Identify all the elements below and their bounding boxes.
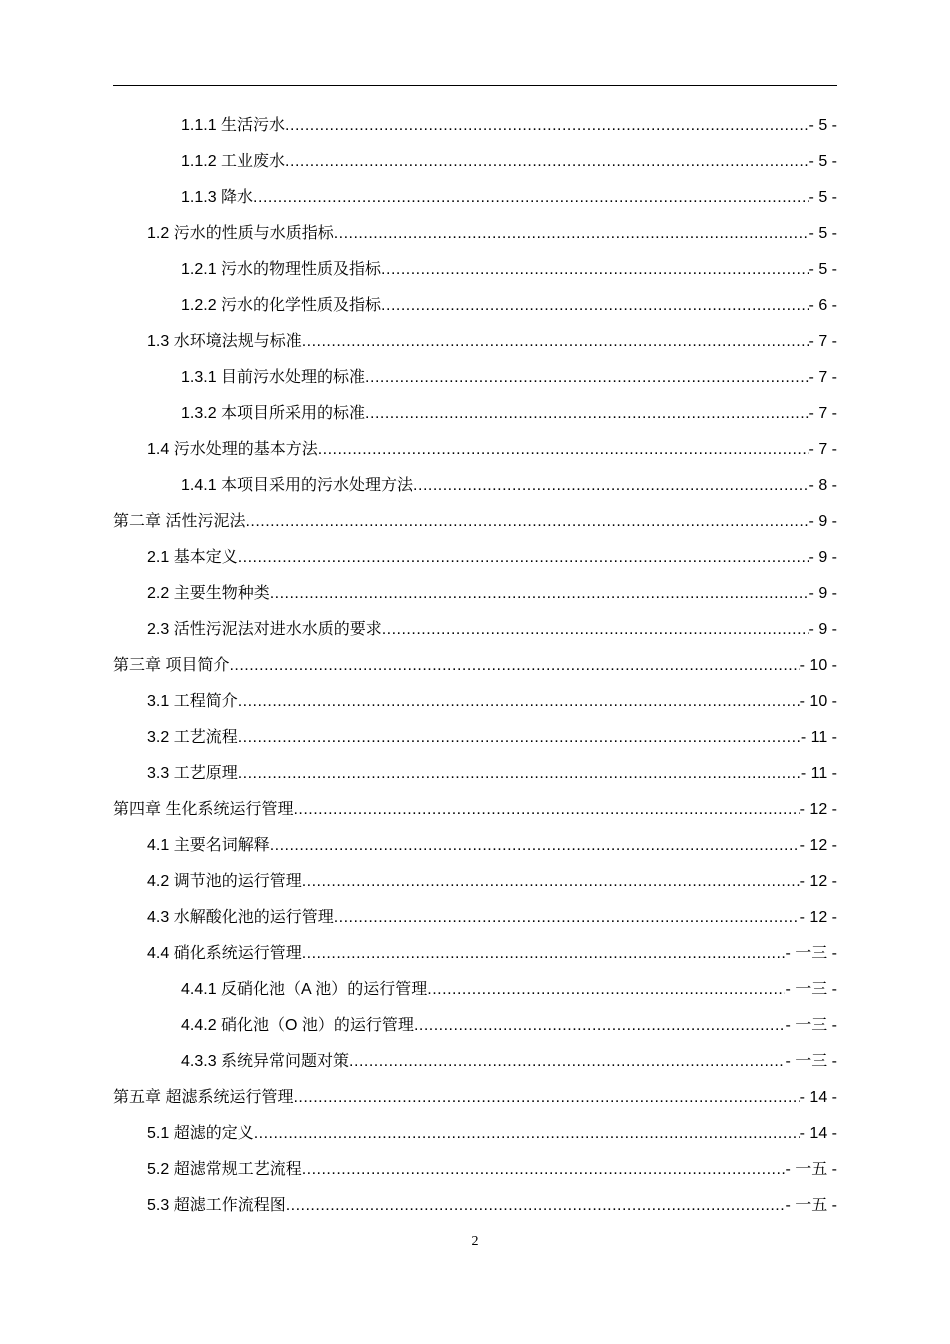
toc-entry-page: - 5 - bbox=[808, 117, 837, 134]
toc-entry-page: - 12 - bbox=[799, 909, 837, 926]
toc-dot-leader bbox=[229, 648, 799, 684]
toc-entry-title: 第四章 生化系统运行管理 bbox=[113, 801, 294, 818]
toc-entry[interactable] bbox=[0, 288, 950, 324]
toc-entry[interactable] bbox=[0, 864, 950, 900]
toc-entry-title: 1.1.3 降水 bbox=[181, 189, 254, 206]
toc-dot-leader bbox=[414, 1008, 786, 1044]
toc-dot-leader bbox=[381, 252, 809, 288]
toc-entry[interactable] bbox=[0, 432, 950, 468]
toc-entry-title: 1.1.1 生活污水 bbox=[181, 117, 286, 134]
toc-entry[interactable] bbox=[0, 1188, 950, 1224]
toc-entry-page: - 5 - bbox=[808, 261, 837, 278]
toc-entry-title: 5.2 超滤常规工艺流程 bbox=[147, 1161, 302, 1178]
toc-entry[interactable] bbox=[0, 144, 950, 180]
toc-entry-title: 5.1 超滤的定义 bbox=[147, 1125, 254, 1142]
toc-entry[interactable] bbox=[0, 648, 950, 684]
toc-dot-leader bbox=[365, 396, 809, 432]
toc-entry-title: 2.3 活性污泥法对进水水质的要求 bbox=[147, 621, 382, 638]
toc-dot-leader bbox=[302, 1152, 786, 1188]
toc-entry-page: - 11 - bbox=[800, 765, 837, 782]
toc-entry-page: - 一五 - bbox=[785, 1197, 837, 1214]
toc-entry-title: 4.3.3 系统异常问题对策 bbox=[181, 1053, 350, 1070]
toc-entry-page: - 10 - bbox=[799, 693, 837, 710]
toc-entry-title: 4.4 硝化系统运行管理 bbox=[147, 945, 302, 962]
toc-entry-page: - 10 - bbox=[799, 657, 837, 674]
toc-entry-title: 第三章 项目简介 bbox=[113, 657, 230, 674]
toc-dot-leader bbox=[318, 432, 809, 468]
toc-entry[interactable] bbox=[0, 1008, 950, 1044]
table-of-contents bbox=[0, 108, 950, 1224]
toc-entry-title: 1.2.2 污水的化学性质及指标 bbox=[181, 297, 382, 314]
toc-entry-title: 4.2 调节池的运行管理 bbox=[147, 873, 302, 890]
toc-entry[interactable] bbox=[0, 252, 950, 288]
toc-entry-title: 2.2 主要生物种类 bbox=[147, 585, 270, 602]
toc-entry[interactable] bbox=[0, 612, 950, 648]
toc-dot-leader bbox=[293, 792, 799, 828]
toc-dot-leader bbox=[238, 756, 801, 792]
toc-entry[interactable] bbox=[0, 540, 950, 576]
toc-entry-page: - 一三 - bbox=[785, 945, 837, 962]
toc-dot-leader bbox=[270, 828, 800, 864]
toc-dot-leader bbox=[286, 1188, 786, 1224]
toc-dot-leader bbox=[245, 504, 808, 540]
toc-entry-page: - 9 - bbox=[808, 621, 837, 638]
toc-entry-title: 4.3 水解酸化池的运行管理 bbox=[147, 909, 334, 926]
toc-dot-leader bbox=[302, 936, 786, 972]
toc-entry-page: - 6 - bbox=[808, 297, 837, 314]
toc-entry-page: - 7 - bbox=[808, 441, 837, 458]
header-rule bbox=[113, 85, 837, 86]
toc-entry-page: - 12 - bbox=[799, 801, 837, 818]
toc-entry-page: - 7 - bbox=[808, 405, 837, 422]
toc-entry[interactable] bbox=[0, 216, 950, 252]
toc-entry[interactable] bbox=[0, 720, 950, 756]
toc-dot-leader bbox=[285, 108, 809, 144]
toc-entry[interactable] bbox=[0, 108, 950, 144]
toc-entry-title: 3.3 工艺原理 bbox=[147, 765, 238, 782]
toc-entry-title: 1.3.1 目前污水处理的标准 bbox=[181, 369, 366, 386]
toc-dot-leader bbox=[254, 1116, 800, 1152]
toc-entry-title: 4.1 主要名词解释 bbox=[147, 837, 270, 854]
toc-entry-page: - 一三 - bbox=[785, 981, 837, 998]
toc-entry-page: - 14 - bbox=[799, 1125, 837, 1142]
toc-entry-page: - 7 - bbox=[808, 333, 837, 350]
toc-entry[interactable] bbox=[0, 180, 950, 216]
toc-entry[interactable] bbox=[0, 468, 950, 504]
toc-entry-page: - 5 - bbox=[808, 189, 837, 206]
toc-entry-title: 1.2 污水的性质与水质指标 bbox=[147, 225, 334, 242]
toc-entry[interactable] bbox=[0, 1080, 950, 1116]
toc-entry[interactable] bbox=[0, 576, 950, 612]
toc-dot-leader bbox=[334, 900, 800, 936]
toc-entry[interactable] bbox=[0, 1116, 950, 1152]
toc-entry-page: - 一五 - bbox=[785, 1161, 837, 1178]
toc-entry[interactable] bbox=[0, 900, 950, 936]
toc-dot-leader bbox=[427, 972, 785, 1008]
toc-entry[interactable] bbox=[0, 324, 950, 360]
toc-entry-page: - 一三 - bbox=[785, 1017, 837, 1034]
toc-dot-leader bbox=[334, 216, 809, 252]
toc-entry[interactable] bbox=[0, 1152, 950, 1188]
toc-entry-title: 1.4 污水处理的基本方法 bbox=[147, 441, 318, 458]
toc-entry[interactable] bbox=[0, 396, 950, 432]
toc-entry[interactable] bbox=[0, 936, 950, 972]
toc-entry-page: - 7 - bbox=[808, 369, 837, 386]
toc-dot-leader bbox=[238, 540, 809, 576]
toc-dot-leader bbox=[238, 684, 800, 720]
toc-dot-leader bbox=[302, 324, 809, 360]
toc-entry-page: - 14 - bbox=[799, 1089, 837, 1106]
toc-entry-page: - 12 - bbox=[799, 873, 837, 890]
toc-entry-title: 1.3 水环境法规与标准 bbox=[147, 333, 302, 350]
toc-entry-page: - 9 - bbox=[808, 585, 837, 602]
toc-entry-page: - 5 - bbox=[808, 153, 837, 170]
toc-entry-page: - 11 - bbox=[800, 729, 837, 746]
toc-dot-leader bbox=[365, 360, 809, 396]
toc-entry-title: 第二章 活性污泥法 bbox=[113, 513, 246, 530]
toc-entry[interactable] bbox=[0, 792, 950, 828]
toc-entry-title: 1.3.2 本项目所采用的标准 bbox=[181, 405, 366, 422]
toc-dot-leader bbox=[381, 288, 809, 324]
toc-entry[interactable] bbox=[0, 1044, 950, 1080]
toc-entry[interactable] bbox=[0, 828, 950, 864]
toc-entry-title: 3.1 工程简介 bbox=[147, 693, 238, 710]
toc-dot-leader bbox=[270, 576, 809, 612]
page-number: 2 bbox=[471, 1234, 479, 1249]
toc-dot-leader bbox=[238, 720, 801, 756]
toc-entry-page: - 9 - bbox=[808, 549, 837, 566]
toc-entry[interactable] bbox=[0, 504, 950, 540]
toc-entry-title: 5.3 超滤工作流程图 bbox=[147, 1197, 286, 1214]
toc-entry-page: - 一三 - bbox=[785, 1053, 837, 1070]
toc-entry-title: 1.2.1 污水的物理性质及指标 bbox=[181, 261, 382, 278]
toc-entry-title: 3.2 工艺流程 bbox=[147, 729, 238, 746]
toc-entry-title: 1.1.2 工业废水 bbox=[181, 153, 286, 170]
toc-dot-leader bbox=[285, 144, 809, 180]
toc-dot-leader bbox=[302, 864, 800, 900]
toc-dot-leader bbox=[413, 468, 809, 504]
toc-dot-leader bbox=[293, 1080, 799, 1116]
toc-entry-page: - 12 - bbox=[799, 837, 837, 854]
toc-entry-title: 4.4.2 硝化池（O 池）的运行管理 bbox=[181, 1017, 414, 1034]
toc-entry-page: - 9 - bbox=[808, 513, 837, 530]
toc-entry-title: 4.4.1 反硝化池（A 池）的运行管理 bbox=[181, 981, 428, 998]
toc-entry[interactable] bbox=[0, 972, 950, 1008]
toc-dot-leader bbox=[382, 612, 809, 648]
toc-entry-page: - 5 - bbox=[808, 225, 837, 242]
toc-dot-leader bbox=[349, 1044, 785, 1080]
toc-entry-page: - 8 - bbox=[808, 477, 837, 494]
toc-entry[interactable] bbox=[0, 684, 950, 720]
toc-entry[interactable] bbox=[0, 756, 950, 792]
toc-dot-leader bbox=[253, 180, 809, 216]
toc-entry-title: 2.1 基本定义 bbox=[147, 549, 238, 566]
toc-entry[interactable] bbox=[0, 360, 950, 396]
toc-entry-title: 1.4.1 本项目采用的污水处理方法 bbox=[181, 477, 414, 494]
toc-entry-title: 第五章 超滤系统运行管理 bbox=[113, 1089, 294, 1106]
